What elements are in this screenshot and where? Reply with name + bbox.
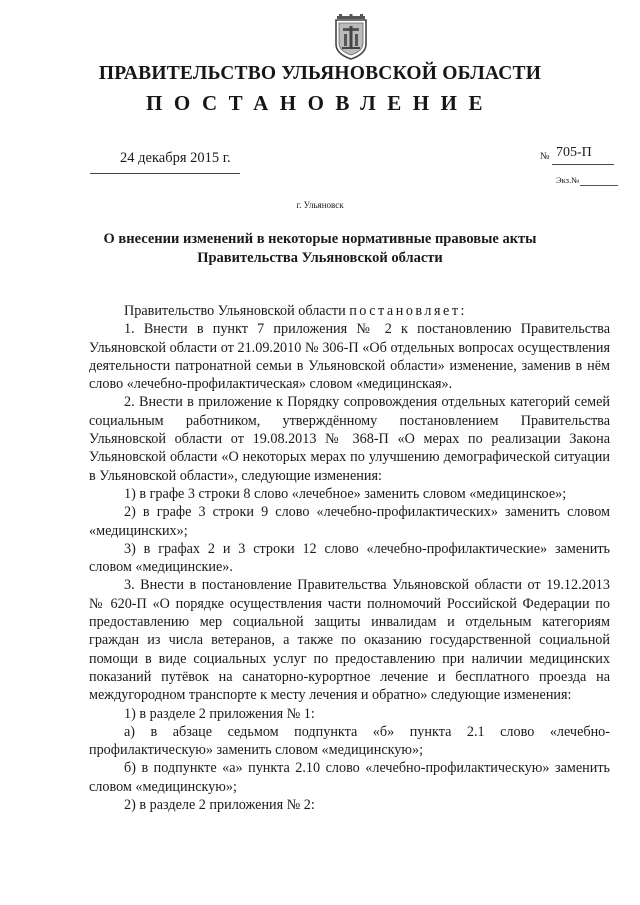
copy-number [556, 175, 620, 185]
organization-title: ПРАВИТЕЛЬСТВО УЛЬЯНОВСКОЙ ОБЛАСТИ [98, 63, 542, 84]
decree-subject [0, 230, 640, 268]
intro-paragraph [89, 302, 610, 320]
copy-underline [580, 185, 618, 186]
document-type: ПОСТАНОВЛЕНИЕ [146, 91, 494, 115]
decree-body [89, 302, 610, 814]
copy-label: Экз.№ [556, 175, 580, 185]
paragraph: 1) в разделе 2 приложения № 1: [124, 705, 315, 722]
coat-of-arms-icon [333, 14, 369, 60]
decree-date: 24 декабря 2015 г. [120, 150, 231, 166]
paragraph: 2) в графе 3 строки 9 слово «лечебно-профилактических» заменить словом «медицинских»; [89, 504, 610, 539]
intro-spaced: постановляет [349, 303, 461, 319]
subject-line-2: Правительства Ульяновской области [197, 250, 443, 266]
number-underline [552, 164, 614, 165]
intro-suffix: : [460, 303, 465, 319]
number-label: № [540, 151, 550, 162]
number-value: 705-П [556, 145, 592, 160]
paragraph: 1) в графе 3 строки 8 слово «лечебное» заменить словом «медицинское»; [124, 485, 567, 502]
paragraph: 2) в разделе 2 приложения № 2: [124, 797, 315, 814]
subject-line-1: О внесении изменений в некоторые нормативные правовые акты [103, 231, 537, 247]
decree-number [540, 145, 620, 165]
paragraph: 3) в графах 2 и 3 строки 12 слово «лечебно-профилактические» заменить словом «медицинские». [89, 540, 610, 576]
paragraph: 2. Внести в приложение к Порядку сопровождения отдельных категорий семей социальным работником, утверждённому постановлением Правительства Ульяновской области от 19.08.2013 № 368-П «О мерах по реализации Закона Ульяновской области «О некоторых мерах по улучшению демографической ситуации в Ульяновской области», следующие изменения: [89, 394, 610, 484]
paragraph: а) в абзаце седьмом подпункта «б» пункта 2.1 слово «лечебно-профилактическую» заменить словом «медицинскую»; [89, 723, 610, 759]
intro-prefix: Правительство Ульяновской области [124, 303, 350, 319]
city: г. Ульяновск [296, 200, 344, 210]
paragraph: 3. Внести в постановление Правительства Ульяновской области от 19.12.2013 № 620-П «О порядке осуществления части полномочий Российской Федерации по предоставлению мер социальной защиты инвалидам и отдельным категориям граждан из числа ветеранов, а также по оказанию государственной социальной помощи в виде социальных услуг по предоставлению при наличии медицинских показаний путёвок на санаторно-курортное лечение и бесплатного проезда на междугородном транспорте к месту лечения и обратно» следующие изменения: [89, 577, 610, 704]
paragraph: б) в подпункте «а» пункта 2.10 слово «лечебно-профилактическую» заменить словом «медицинскую»; [89, 760, 610, 795]
paragraph: 1. Внести в пункт 7 приложения № 2 к постановлению Правительства Ульяновской области от 21.09.2010 № 306-П «Об отдельных вопросах осуществления деятельности патронатной семьи в Ульяновской области» изменение, заменив в нём слово «лечебно-профилактическая» словом «медицинская». [89, 321, 610, 393]
date-underline [90, 173, 240, 174]
